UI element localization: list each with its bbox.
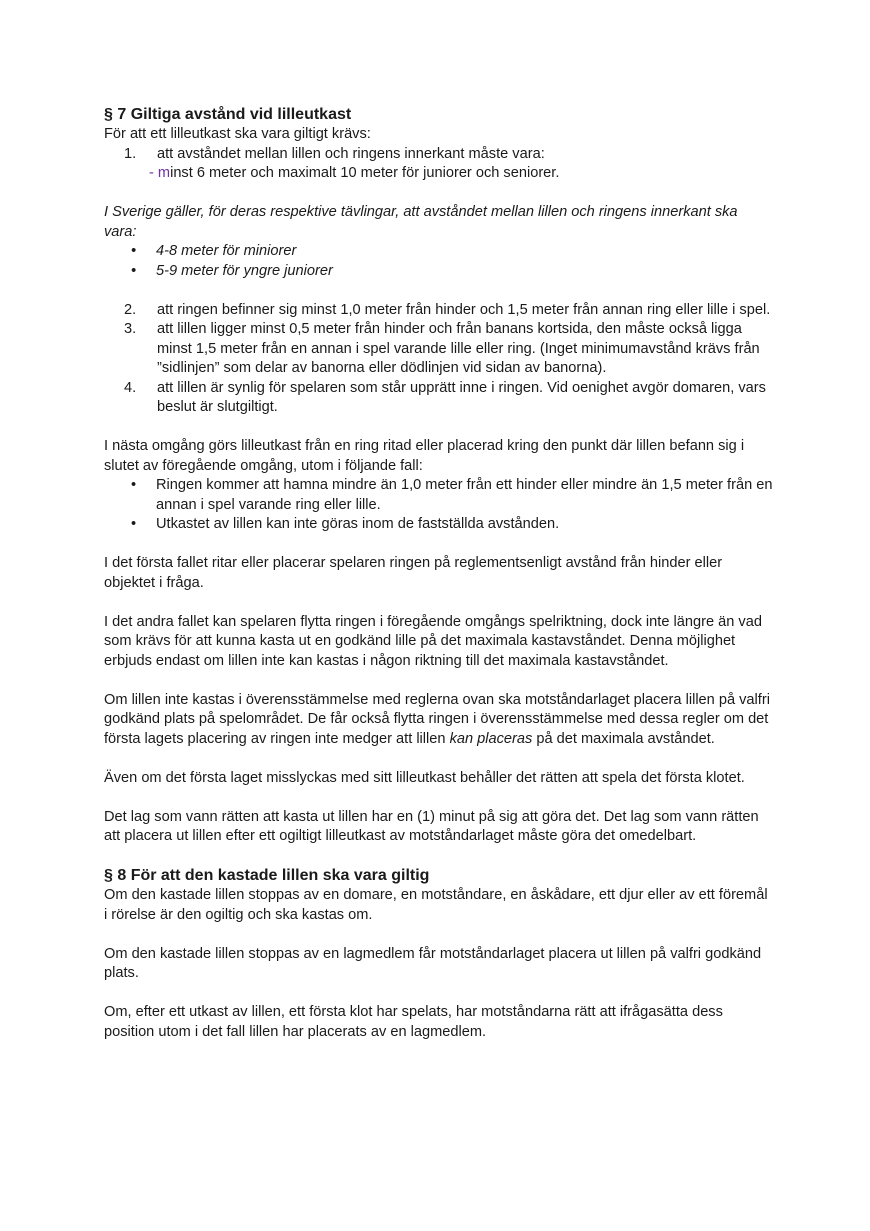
document-body xyxy=(104,105,774,1042)
case-1-paragraph: I det första fallet ritar eller placerar spelaren ringen på reglementsenligt avstånd från hinder eller objektet i fråga. xyxy=(104,555,723,591)
bullet-icon: • xyxy=(131,477,137,493)
case-2-paragraph: I det andra fallet kan spelaren flytta ringen i föregående omgångs spelriktning, dock inte längre än vad som krävs för att kunna kasta ut en godkänd lille på det maximala kastavståndet. Denna möjlighet erbjuds endast om lillen inte kan kastas i någon riktning till det maximala kastavståndet. xyxy=(104,613,762,669)
bullet-icon: • xyxy=(131,262,137,279)
bullet-item xyxy=(104,515,774,535)
bullet-text: Ringen kommer att hamna mindre än 1,0 meter från ett hinder eller mindre än 1,5 meter från en annan i spel varande ring eller lille. xyxy=(156,477,773,513)
bullet-text: 4-8 meter för miniorer xyxy=(156,243,297,259)
section-8-paragraph-1: Om den kastade lillen stoppas av en domare, en motståndare, en åskådare, ett djur eller av ett föremål i rörelse är den ogiltig och ska kastas om. xyxy=(104,887,768,923)
opponent-text-b: på det maximala avståndet. xyxy=(532,730,715,747)
bullet-item xyxy=(104,242,774,262)
item-number: 3. xyxy=(124,321,137,337)
bullet-text: 5-9 meter för yngre juniorer xyxy=(156,262,333,279)
bullet-item xyxy=(104,262,774,282)
section-8-heading: § 8 För att den kastade lillen ska vara giltig xyxy=(104,867,430,884)
item-text: att ringen befinner sig minst 1,0 meter från hinder och 1,5 meter från annan ring eller lille i spel. xyxy=(157,301,771,318)
section-8-paragraph-3: Om, efter ett utkast av lillen, ett första klot har spelats, har motståndarna rätt att ifrågasätta dess position utom i det fall lillen har placerats av en lagmedlem. xyxy=(104,1004,723,1040)
item-number: 2. xyxy=(124,301,137,318)
numbered-item xyxy=(104,379,774,418)
sweden-note: I Sverige gäller, för deras respektive tävlingar, att avståndet mellan lillen och ringens innerkant ska vara: xyxy=(104,204,738,240)
item-text: att lillen är synlig för spelaren som står upprätt inne i ringen. Vid oenighet avgör domaren, vars beslut är slutgiltigt. xyxy=(157,379,766,415)
bullet-text: Utkastet av lillen kan inte göras inom de fastställda avstånden. xyxy=(156,516,560,532)
opponent-text-a: Om lillen inte kastas i överensstämmelse med reglerna ovan ska motståndarlaget placera lillen på valfri godkänd plats på spelområdet. De får också flytta ringen i överensstämmelse med dessa regler om det första lagets placering av ringen inte medger att lillen xyxy=(104,691,770,747)
opponent-paragraph xyxy=(104,691,774,750)
item-text: att lillen ligger minst 0,5 meter från hinder och från banans kortsida, den måste också ligga minst 1,5 meter från en annan i spel varande lille eller ring. (Inget minimumavstånd krävs från ”sidlinjen” som delar av banorna eller dödlinjen vid sidan av banorna). xyxy=(157,321,760,376)
section-7-intro: För att ett lilleutkast ska vara giltigt krävs: xyxy=(104,126,371,142)
section-7-heading: § 7 Giltiga avstånd vid lilleutkast xyxy=(104,106,352,123)
item-text: att avståndet mellan lillen och ringens innerkant måste vara: xyxy=(157,145,545,162)
first-boule-paragraph: Även om det första laget misslyckas med sitt lilleutkast behåller det rätten att spela det första klotet. xyxy=(104,769,745,786)
minute-paragraph: Det lag som vann rätten att kasta ut lillen har en (1) minut på sig att göra det. Det lag som vann rätten att placera ut lillen efter ett ogiltigt lilleutkast av motståndarlaget måste göra det omedelbart. xyxy=(104,808,759,844)
numbered-item xyxy=(104,301,774,321)
item-sub-line xyxy=(104,164,774,184)
bullet-icon: • xyxy=(131,516,137,532)
opponent-italic: kan placeras xyxy=(449,730,533,747)
next-round-paragraph: I nästa omgång görs lilleutkast från en ring ritad eller placerad kring den punkt där lillen befann sig i slutet av föregående omgång, utom i följande fall: xyxy=(104,438,745,474)
bullet-item xyxy=(104,476,774,515)
item-number: 4. xyxy=(124,379,137,396)
item-dash: - m xyxy=(149,165,171,181)
numbered-item xyxy=(104,145,774,165)
bullet-icon: • xyxy=(131,243,137,259)
numbered-item xyxy=(104,320,774,379)
item-sub-text: inst 6 meter och maximalt 10 meter för juniorer och seniorer. xyxy=(170,165,560,181)
item-number: 1. xyxy=(124,145,137,162)
section-8-paragraph-2: Om den kastade lillen stoppas av en lagmedlem får motståndarlaget placera ut lillen på valfri godkänd plats. xyxy=(104,945,762,981)
